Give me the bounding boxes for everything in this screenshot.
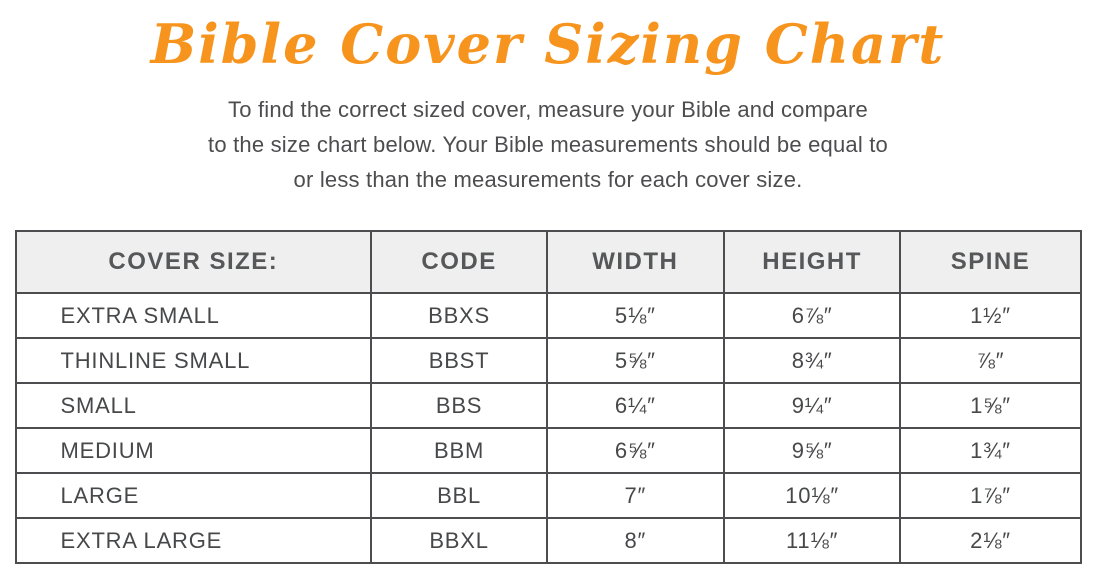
width-cell: 5⅝″	[547, 338, 724, 383]
spine-cell: 1½″	[900, 293, 1080, 338]
code-cell: BBS	[371, 383, 547, 428]
intro-line-3: or less than the measurements for each cover size.	[293, 167, 803, 192]
spine-cell: 1⅞″	[900, 473, 1080, 518]
width-cell: 6¼″	[547, 383, 724, 428]
table-row-medium	[16, 428, 1081, 473]
cover-size-cell: EXTRA LARGE	[16, 518, 372, 563]
height-cell: 10⅛″	[724, 473, 901, 518]
header-height: HEIGHT	[724, 231, 901, 293]
width-cell: 7″	[547, 473, 724, 518]
sizing-table-header	[16, 231, 1081, 293]
table-row-extra-small	[16, 293, 1081, 338]
cover-size-cell: SMALL	[16, 383, 372, 428]
table-row-extra-large	[16, 518, 1081, 563]
code-cell: BBM	[371, 428, 547, 473]
intro-line-1: To find the correct sized cover, measure your Bible and compare	[228, 97, 868, 122]
spine-cell: ⅞″	[900, 338, 1080, 383]
header-row	[16, 231, 1081, 293]
header-spine: SPINE	[900, 231, 1080, 293]
height-cell: 9¼″	[724, 383, 901, 428]
height-cell: 8¾″	[724, 338, 901, 383]
cover-size-cell: LARGE	[16, 473, 372, 518]
cover-size-cell: THINLINE SMALL	[16, 338, 372, 383]
spine-cell: 2⅛″	[900, 518, 1080, 563]
width-cell: 8″	[547, 518, 724, 563]
cover-size-cell: MEDIUM	[16, 428, 372, 473]
header-code: CODE	[371, 231, 547, 293]
bible-cover-sizing-chart-page	[0, 2, 1096, 576]
height-cell: 9⅝″	[724, 428, 901, 473]
intro-text	[0, 92, 1096, 197]
code-cell: BBXL	[371, 518, 547, 563]
cover-size-cell: EXTRA SMALL	[16, 293, 372, 338]
code-cell: BBST	[371, 338, 547, 383]
width-cell: 6⅝″	[547, 428, 724, 473]
width-cell: 5⅛″	[547, 293, 724, 338]
intro-line-2: to the size chart below. Your Bible measurements should be equal to	[208, 132, 888, 157]
sizing-table	[15, 230, 1082, 564]
header-width: WIDTH	[547, 231, 724, 293]
table-row-large	[16, 473, 1081, 518]
sizing-table-body	[16, 293, 1081, 563]
table-row-small	[16, 383, 1081, 428]
height-cell: 6⅞″	[724, 293, 901, 338]
spine-cell: 1¾″	[900, 428, 1080, 473]
height-cell: 11⅛″	[724, 518, 901, 563]
code-cell: BBXS	[371, 293, 547, 338]
code-cell: BBL	[371, 473, 547, 518]
page-title: Bible Cover Sizing Chart	[150, 12, 946, 76]
spine-cell: 1⅝″	[900, 383, 1080, 428]
table-row-thinline-small	[16, 338, 1081, 383]
header-cover-size: COVER SIZE:	[16, 231, 372, 293]
